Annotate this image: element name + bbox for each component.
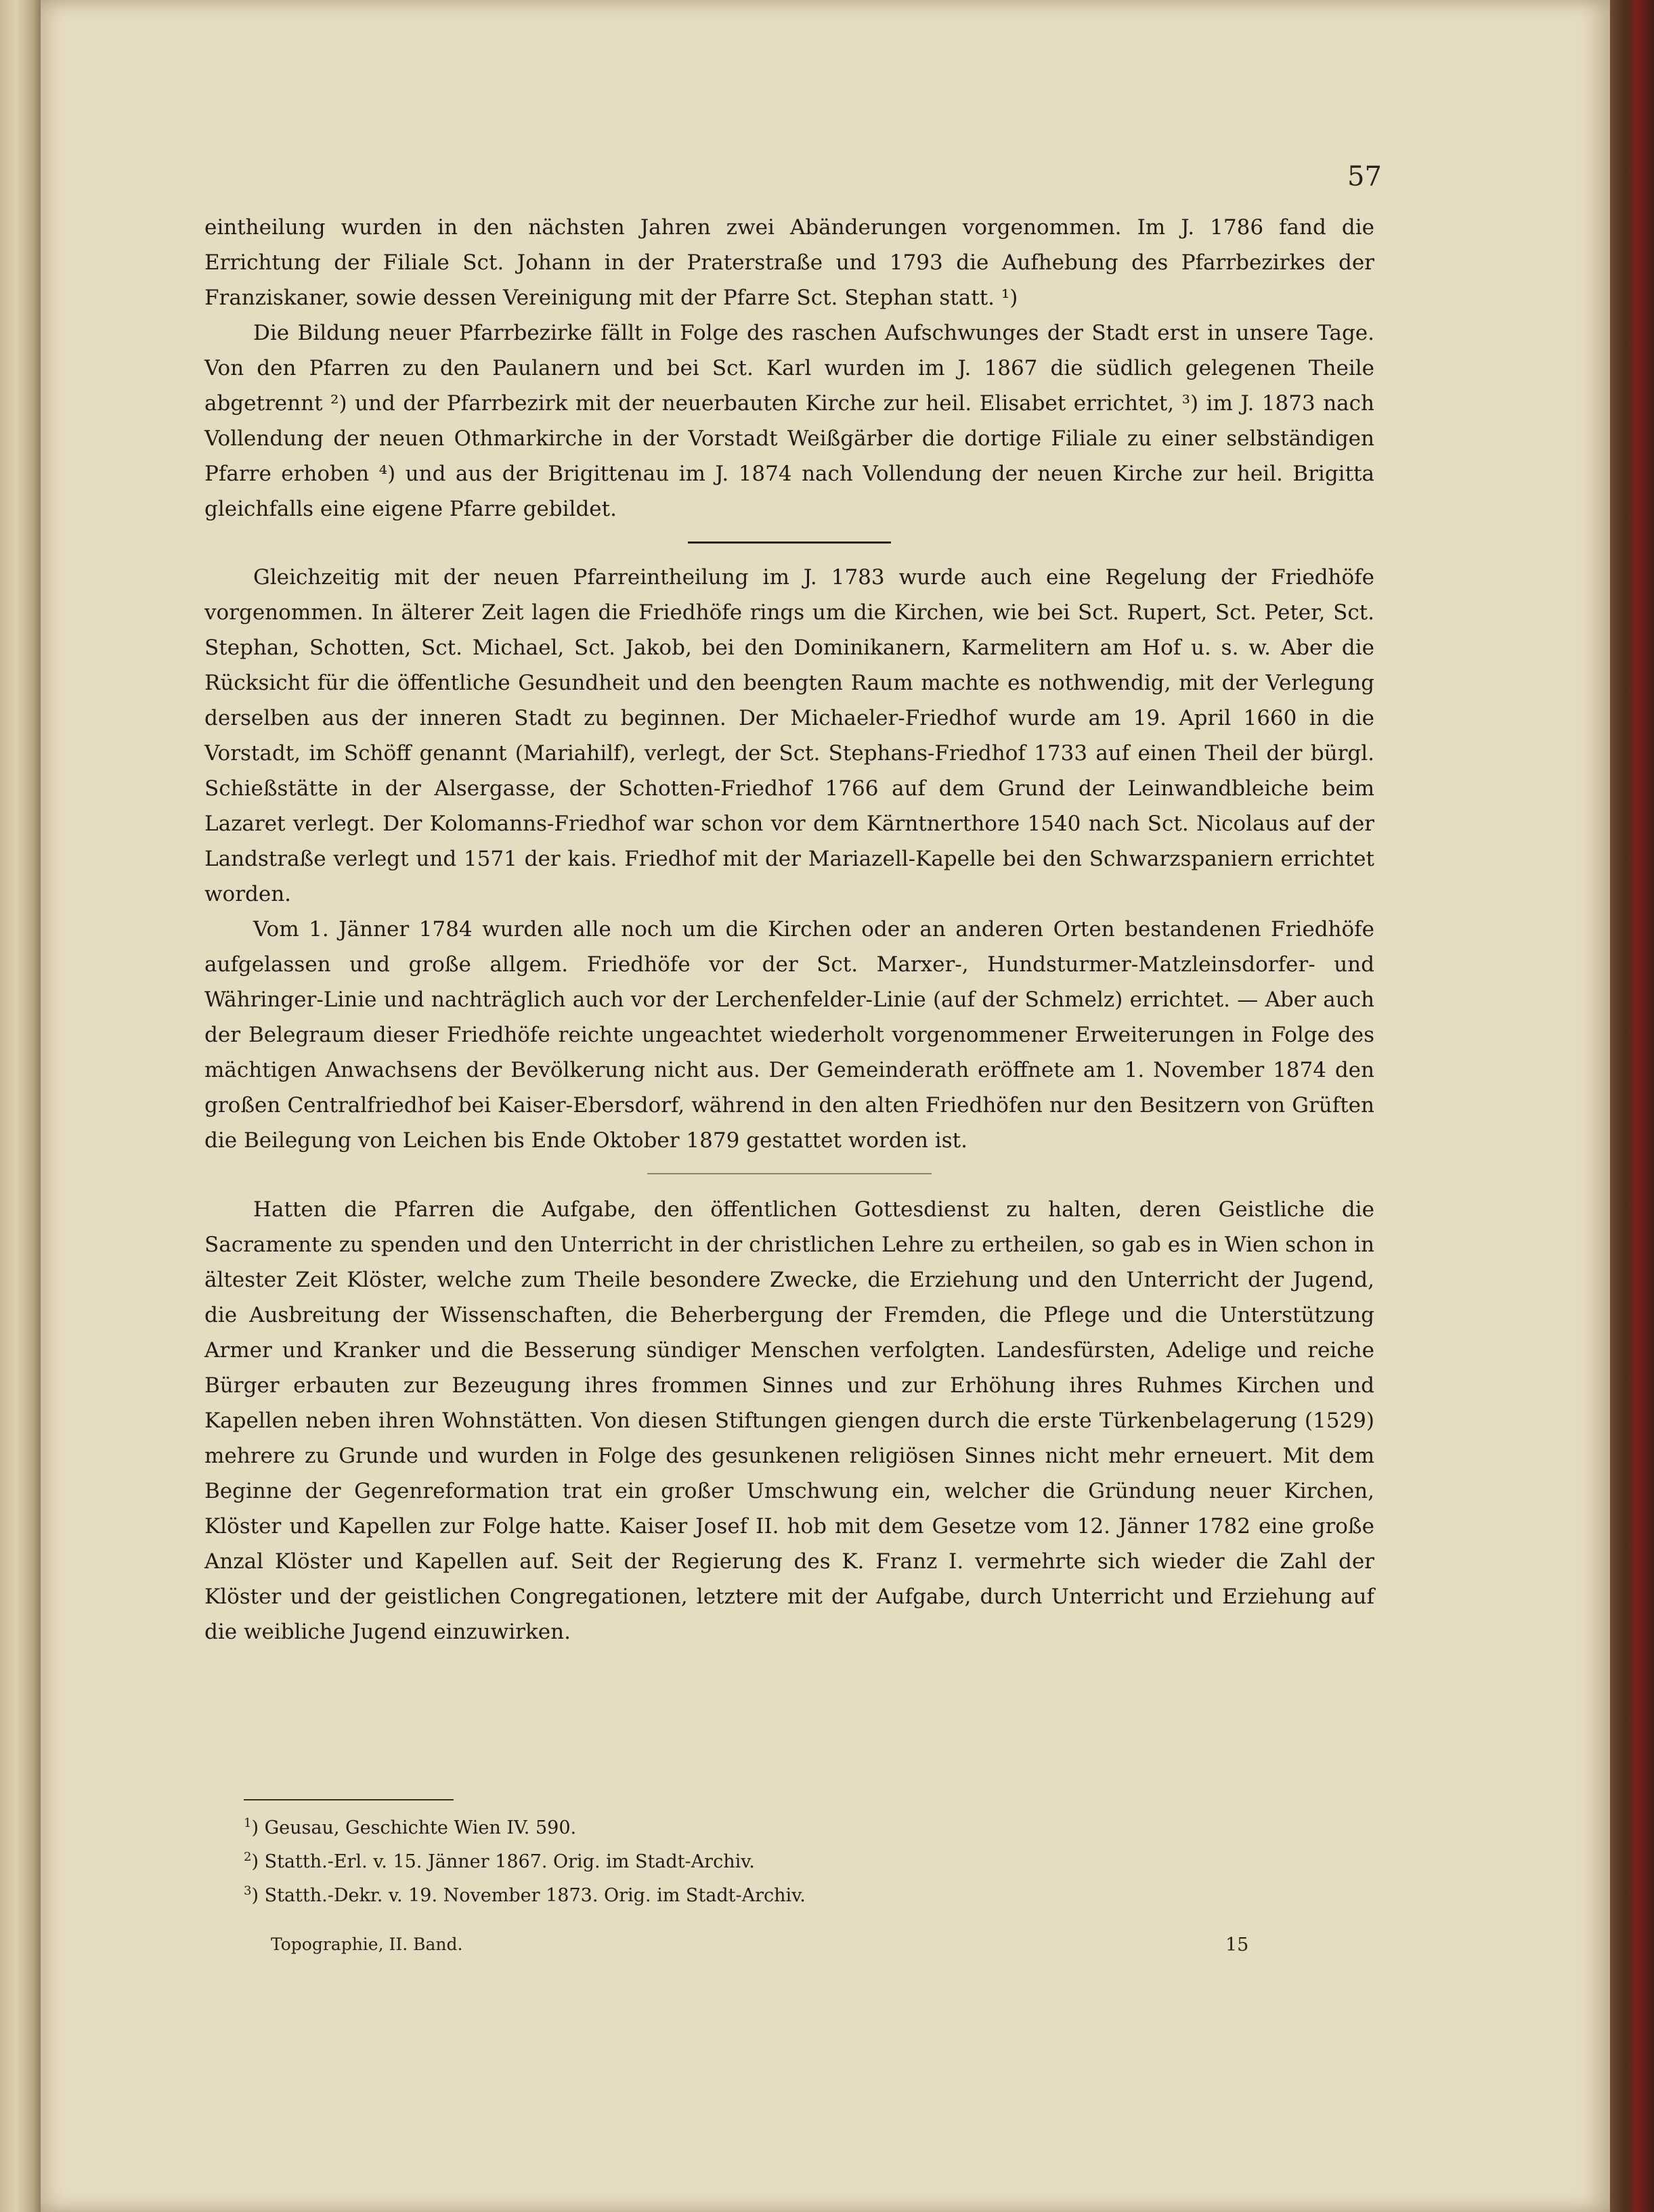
body-text bbox=[204, 210, 1374, 1650]
footnote: $^3$) Statth.-Dekr. v. 19. November 1873. Orig. im Stadt-Archiv. bbox=[244, 1884, 806, 1906]
footnote-text: Statth.-Erl. v. 15. Jänner 1867. Orig. im Stadt-Archiv. bbox=[264, 1851, 755, 1872]
footnote: $^2$) Statth.-Erl. v. 15. Jänner 1867. Orig. im Stadt-Archiv. bbox=[244, 1850, 755, 1872]
section-divider bbox=[688, 541, 891, 544]
footnote: $^1$) Geusau, Geschichte Wien IV. 590. bbox=[244, 1816, 577, 1838]
signature-title: Topographie, II. Band. bbox=[271, 1934, 463, 1954]
footnote-separator bbox=[244, 1799, 454, 1800]
paragraph: Hatten die Pfarren die Aufgabe, den öffentlichen Gottesdienst zu halten, deren Geistliche die Sacramente zu spenden und den Unterricht in der christlichen Lehre zu ertheilen, so gab es in Wien schon in ältester Zeit Klöster, welche zum Theile besondere Zwecke, die Erziehung und den Unterricht der Jugend, die Ausbreitung der Wissenschaften, die Beherbergung der Fremden, die Pflege und die Unterstützung Armer und Kranker und die Besserung sündiger Menschen verfolgten. Landesfürsten, Adelige und reiche Bürger erbauten zur Bezeugung ihres frommen Sinnes und zur Erhöhung ihres Ruhmes Kirchen und Kapellen neben ihren Wohnstätten. Von diesen Stiftungen giengen durch die erste Türkenbelagerung (1529) mehrere zu Grunde und wurden in Folge des gesunkenen religiösen Sinnes nicht mehr erneuert. Mit dem Beginne der Gegenreformation trat ein großer Umschwung ein, welcher die Gründung neuer Kirchen, Klöster und Kapellen zur Folge hatte. Kaiser Josef II. hob mit dem Gesetze vom 12. Jänner 1782 eine große Anzal Klöster und Kapellen auf. Seit der Regierung des K. Franz I. vermehrte sich wieder die Zahl der Klöster und der geistlichen Congregationen, letztere mit der Aufgabe, durch Unterricht und Erziehung auf die weibliche Jugend einzuwirken. bbox=[204, 1197, 1374, 1644]
footnotes bbox=[244, 1811, 1259, 1913]
footnote-mark: 3 bbox=[244, 1884, 252, 1898]
paragraph: Gleichzeitig mit der neuen Pfarreintheilung im J. 1783 wurde auch eine Regelung der Friedhöfe vorgenommen. In älterer Zeit lagen die Friedhöfe rings um die Kirchen, wie bei Sct. Rupert, Sct. Peter, Sct. Stephan, Schotten, Sct. Michael, Sct. Jakob, bei den Dominikanern, Karmelitern am Hof u. s. w. Aber die Rücksicht für die öffentliche Gesundheit und den beengten Raum machte es nothwendig, mit der Verlegung derselben aus der inneren Stadt zu beginnen. Der Michaeler-Friedhof wurde am 19. April 1660 in die Vorstadt, im Schöff genannt (Mariahilf), verlegt, der Sct. Stephans-Friedhof 1733 auf einen Theil der bürgl. Schießstätte in der Alsergasse, der Schotten-Friedhof 1766 auf dem Grund der Leinwandbleiche beim Lazaret verlegt. Der Kolomanns-Friedhof war schon vor dem Kärntnerthore 1540 nach Sct. Nicolaus auf der Landstraße verlegt und 1571 der kais. Friedhof mit der Mariazell-Kapelle bei den Schwarzspaniern errichtet worden. bbox=[204, 565, 1374, 906]
previous-page-edge bbox=[0, 0, 41, 2212]
paragraph: eintheilung wurden in den nächsten Jahren zwei Abänderungen vorgenommen. Im J. 1786 fand die Errichtung der Filiale Sct. Johann in der Praterstraße und 1793 die Aufhebung des Pfarrbezirkes der Franziskaner, sowie dessen Vereinigung mit der Pfarre Sct. Stephan statt. ¹) bbox=[204, 215, 1374, 310]
signature-number: 15 bbox=[1225, 1934, 1249, 1955]
footnote-mark: 2 bbox=[244, 1850, 252, 1864]
paragraph: Vom 1. Jänner 1784 wurden alle noch um die Kirchen oder an anderen Orten bestandenen Friedhöfe aufgelassen und große allgem. Friedhöfe vor der Sct. Marxer-, Hundsturmer-Matzleinsdorfer- und Währinger-Linie und nachträglich auch vor der Lerchenfelder-Linie (auf der Schmelz) errichtet. — Aber auch der Belegraum dieser Friedhöfe reichte ungeachtet wiederholt vorgenommener Erweiterungen in Folge des mächtigen Anwachsens der Bevölkerung nicht aus. Der Gemeinderath eröffnete am 1. November 1874 den großen Centralfriedhof bei Kaiser-Ebersdorf, während in den alten Friedhöfen nur den Besitzern von Grüften die Beilegung von Leichen bis Ende Oktober 1879 gestattet worden ist. bbox=[204, 917, 1374, 1153]
footnote-text: Statth.-Dekr. v. 19. November 1873. Orig. im Stadt-Archiv. bbox=[264, 1885, 806, 1906]
page-number: 57 bbox=[1347, 161, 1382, 192]
footnote-mark: 1 bbox=[244, 1816, 252, 1830]
footnote-text: Geusau, Geschichte Wien IV. 590. bbox=[264, 1817, 577, 1838]
paragraph: Die Bildung neuer Pfarrbezirke fällt in Folge des raschen Aufschwunges der Stadt erst in unsere Tage. Von den Pfarren zu den Paulanern und bei Sct. Karl wurden im J. 1867 die südlich gelegenen Theile abgetrennt ²) und der Pfarrbezirk mit der neuerbauten Kirche zur heil. Elisabet errichtet, ³) im J. 1873 nach Vollendung der neuen Othmarkirche in der Vorstadt Weißgärber die dortige Filiale zu einer selbständigen Pfarre erhoben ⁴) und aus der Brigittenau im J. 1874 nach Vollendung der neuen Kirche zur heil. Brigitta gleichfalls eine eigene Pfarre gebildet. bbox=[204, 321, 1374, 521]
book-cover-edge bbox=[1610, 0, 1654, 2212]
section-divider bbox=[647, 1173, 932, 1174]
